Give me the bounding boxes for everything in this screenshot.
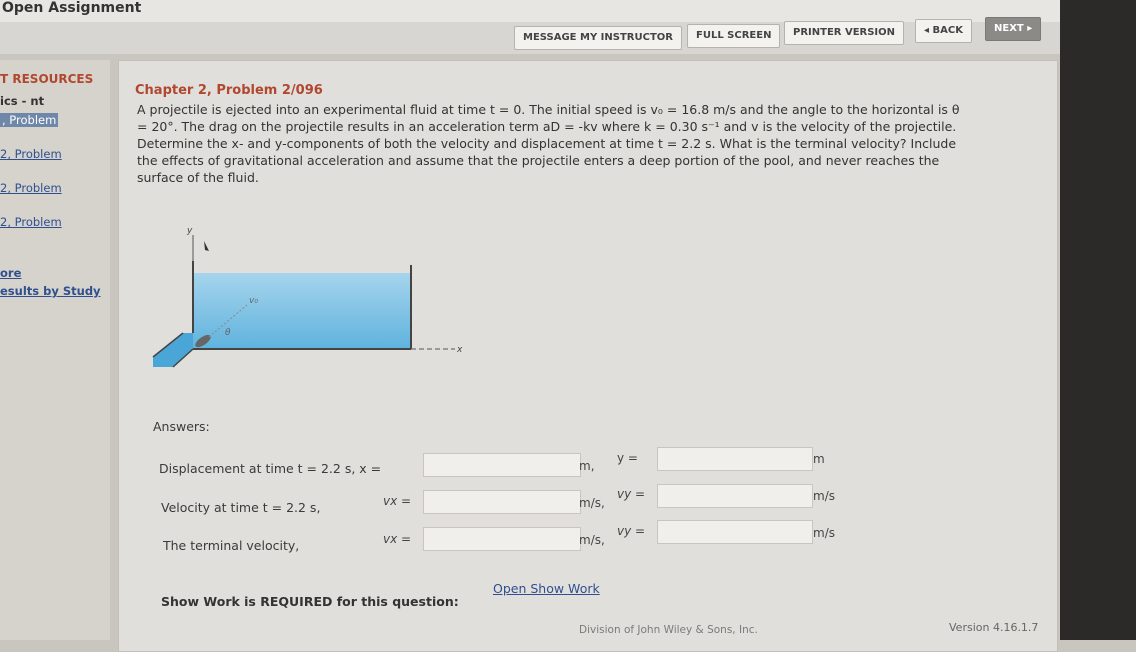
problem-title: Chapter 2, Problem 2/096 — [135, 83, 323, 98]
problem-line: A projectile is ejected into an experimental fluid at time t = 0. The initial speed is v₀ = 16.8 m/s and the angle to the horizontal is θ — [137, 102, 960, 117]
vx-label: vx = — [383, 494, 412, 508]
full-screen-button[interactable]: FULL SCREEN — [687, 24, 780, 48]
terminal-velocity-label: The terminal velocity, — [163, 538, 300, 553]
y-axis-label: y — [187, 226, 193, 236]
next-button[interactable]: NEXT ▸ — [985, 17, 1041, 41]
sidebar-item[interactable]: 2, Problem — [0, 181, 62, 195]
velocity-label: Velocity at time t = 2.2 s, — [161, 500, 321, 515]
y-label: y = — [617, 451, 638, 465]
answers-label: Answers: — [153, 419, 210, 434]
sidebar-item[interactable]: 2, Problem — [0, 147, 62, 161]
terminal-x-input[interactable] — [423, 527, 581, 551]
sidebar-item[interactable]: ics - nt — [0, 94, 45, 108]
displacement-y-input[interactable] — [657, 447, 813, 471]
pool-figure — [149, 221, 489, 405]
problem-line: the effects of gravitational acceleration and assume that the projectile enters a deep portion of the pool, and never reaches the — [137, 153, 940, 168]
unit-label: m — [813, 452, 825, 466]
sidebar-item[interactable]: ore — [0, 266, 22, 280]
sidebar-header: T RESOURCES — [0, 72, 94, 86]
vx-label: vx = — [383, 532, 412, 546]
vy-label: vy = — [617, 524, 646, 538]
problem-line: Determine the x- and y-components of both the velocity and displacement at time t = 2.2 s. What is the terminal velocity? Include — [137, 136, 957, 151]
unit-label: m, — [579, 459, 595, 473]
velocity-x-input[interactable] — [423, 490, 581, 514]
message-instructor-button[interactable]: MESSAGE MY INSTRUCTOR — [514, 26, 682, 50]
version-text: Version 4.16.1.7 — [949, 621, 1039, 634]
problem-line: = 20°. The drag on the projectile results in an acceleration term aD = -kv where k = 0.30 s⁻¹ and v is the velocity of the projectile. — [137, 119, 957, 134]
v0-label: v₀ — [249, 296, 258, 306]
terminal-y-input[interactable] — [657, 520, 813, 544]
unit-label: m/s — [813, 489, 835, 503]
velocity-y-input[interactable] — [657, 484, 813, 508]
problem-text — [137, 101, 1027, 186]
displacement-x-input[interactable] — [423, 453, 581, 477]
back-button[interactable]: ◂ BACK — [915, 19, 972, 43]
window-title: Open Assignment — [2, 0, 142, 16]
sidebar-item-selected[interactable]: , Problem — [2, 113, 57, 127]
unit-label: m/s — [813, 526, 835, 540]
cursor-icon — [204, 241, 209, 251]
displacement-label: Displacement at time t = 2.2 s, x = — [159, 461, 382, 476]
pool-diagram — [149, 221, 489, 401]
printer-version-button[interactable]: PRINTER VERSION — [784, 21, 904, 45]
sidebar — [0, 60, 110, 640]
open-show-work-link[interactable]: Open Show Work — [493, 581, 600, 596]
x-axis-label: x — [457, 345, 463, 355]
sidebar-item[interactable]: 2, Problem — [0, 215, 62, 229]
inlet-pipe — [153, 333, 193, 367]
theta-label: θ — [225, 328, 231, 338]
unit-label: m/s, — [579, 496, 605, 510]
problem-panel — [118, 60, 1058, 652]
problem-line: surface of the fluid. — [137, 170, 259, 185]
unit-label: m/s, — [579, 533, 605, 547]
show-work-label: Show Work is REQUIRED for this question: — [161, 594, 459, 609]
vy-label: vy = — [617, 487, 646, 501]
copyright-text: Division of John Wiley & Sons, Inc. — [579, 624, 758, 636]
sidebar-item[interactable]: esults by Study — [0, 284, 101, 298]
screen-bezel — [1060, 0, 1136, 640]
